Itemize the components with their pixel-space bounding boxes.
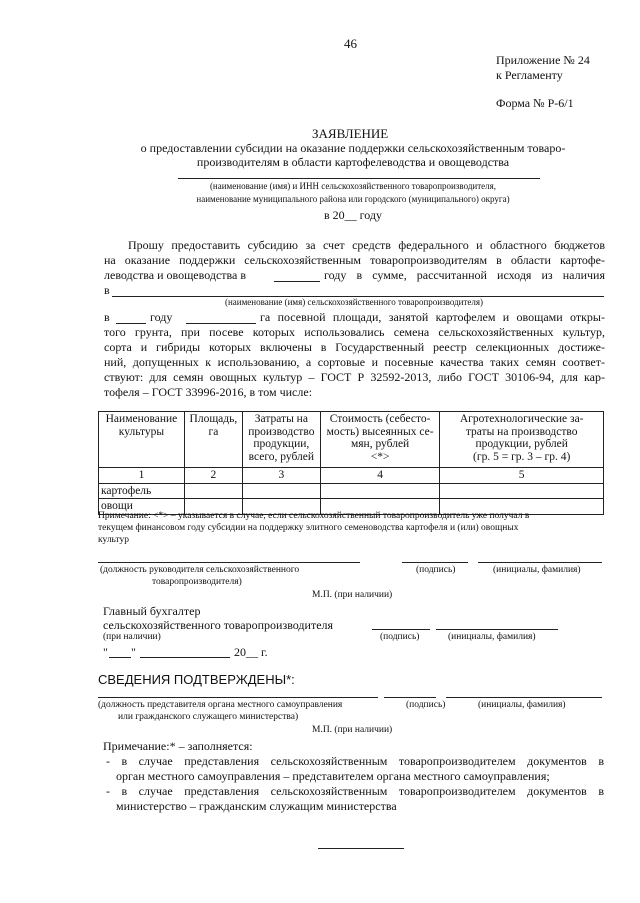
title-hint-1: (наименование (имя) и ИНН сельскохозяйственного товаропроизводителя, — [209, 181, 497, 191]
table-cell[interactable] — [242, 483, 320, 499]
area-blank-line — [186, 323, 256, 324]
date-year: 20__ г. — [234, 645, 268, 659]
paragraph-2-line-1b: году — [150, 310, 173, 324]
paragraph-1-line-4: в — [104, 283, 110, 297]
confirmation-title: СВЕДЕНИЯ ПОДТВЕРЖДЕНЫ*: — [98, 672, 295, 687]
chief-accountant-org: сельскохозяйственного товаропроизводителя — [103, 618, 334, 632]
accountant-initials-hint: (инициалы, фамилия) — [448, 632, 536, 642]
stamp-hint-2: М.П. (при наличии) — [312, 725, 393, 735]
footnote-item-1-line-1: - в случае представления сельскохозяйственным товаропроизводителем документов в — [106, 754, 604, 768]
column-number: 3 — [242, 468, 320, 484]
crops-table — [98, 411, 604, 515]
year-blank-line — [274, 281, 320, 282]
title-line-2: производителям в области картофелеводства и овощеводства — [196, 155, 510, 169]
stamp-hint-1: М.П. (при наличии) — [312, 590, 393, 600]
table-note-line-1: Примечание: <*> – указывается в случае, если сельскохозяйственный товаропроизводитель уже получал в — [98, 511, 530, 521]
row-label-vegetables: овощи — [99, 499, 185, 515]
paragraph-2-line-4: ний, допущенных к использованию, а сортовые и посевные качества таких семян соответ- — [104, 355, 605, 369]
producer-hint: (наименование (имя) сельскохозяйственного товаропроизводителя) — [224, 297, 484, 307]
title-line-1: о предоставлении субсидии на оказание поддержки сельскохозяйственным товаро- — [140, 141, 566, 155]
table-row — [99, 483, 604, 499]
head-position-hint: (должность руководителя сельскохозяйственного — [100, 565, 300, 575]
header-area: Площадь, га — [184, 412, 242, 468]
form-number: Форма № Р-6/1 — [496, 96, 574, 110]
column-number: 1 — [99, 468, 185, 484]
paragraph-1-line-2: на оказание поддержки сельскохозяйственным товаропроизводителям в области картофе- — [104, 253, 605, 267]
paragraph-2-line-1a: в — [104, 310, 110, 324]
rep-sign-line — [384, 697, 436, 698]
date-quote-open: " — [103, 645, 108, 659]
header-seed-cost: Стоимость (себесто- мость) высеянных се- мян, рублей <*> — [320, 412, 440, 468]
table-cell[interactable] — [184, 483, 242, 499]
column-number: 4 — [320, 468, 440, 484]
paragraph-2-line-6: тофеля – ГОСТ 33996-2016, в том числе: — [104, 385, 313, 399]
accountant-sign-hint: (подпись) — [380, 632, 420, 642]
rep-position-hint: (должность представителя органа местного самоуправления — [98, 700, 343, 710]
date-day-line — [109, 657, 131, 658]
table-note-line-2: текущем финансовом году субсидии на поддержку элитного семеноводства картофеля и (или) овощных — [98, 523, 519, 533]
title-hint-2: наименование муниципального района или городского (муниципального) округа) — [196, 194, 510, 204]
table-note-line-3: культур — [98, 535, 130, 545]
rep-position-hint-2: или гражданского служащего министерства) — [118, 712, 299, 722]
date-quote-close: " — [131, 645, 136, 659]
head-initials-hint: (инициалы, фамилия) — [493, 565, 581, 575]
accountant-initials-line — [436, 629, 558, 630]
footnote-title: Примечание:* – заполняется: — [103, 739, 253, 753]
footnote-item-2-line-2: министерство – гражданским служащим министерства — [116, 799, 397, 813]
head-sign-hint: (подпись) — [416, 565, 456, 575]
document-title: ЗАЯВЛЕНИЕ — [312, 126, 389, 141]
header-production-costs: Затраты на производство продукции, всего, рублей — [242, 412, 320, 468]
table-header-row — [99, 412, 604, 468]
column-number: 5 — [440, 468, 604, 484]
table-number-row — [99, 468, 604, 484]
header-crop-name: Наименование культуры — [99, 412, 185, 468]
footnote-item-1-line-2: орган местного самоуправления – представителем органа местного самоуправления; — [116, 769, 550, 783]
chief-accountant-title: Главный бухгалтер — [103, 604, 201, 618]
row-label-potato: картофель — [99, 483, 185, 499]
rep-initials-hint: (инициалы, фамилия) — [478, 700, 566, 710]
date-month-line — [140, 657, 230, 658]
accountant-if-any: (при наличии) — [103, 632, 161, 642]
paragraph-2-line-2: того грунта, при посеве которых использовались семена сельскохозяйственных культур, — [104, 325, 605, 339]
footnote-item-2-line-1: - в случае представления сельскохозяйственным товаропроизводителем документов в — [106, 784, 604, 798]
paragraph-1-line-3a: леводства и овощеводства в — [104, 268, 247, 282]
table-cell[interactable] — [320, 483, 440, 499]
end-rule — [318, 848, 404, 849]
year-blank-line-2 — [116, 323, 146, 324]
rep-initials-line — [446, 697, 602, 698]
rep-position-line — [98, 697, 378, 698]
regulation-label: к Регламенту — [496, 68, 563, 82]
rep-sign-hint: (подпись) — [406, 700, 446, 710]
head-initials-line — [478, 562, 602, 563]
producer-name-line — [178, 178, 540, 179]
title-year: в 20__ году — [323, 208, 383, 222]
head-position-line — [98, 562, 360, 563]
head-sign-line — [402, 562, 468, 563]
head-position-hint-2: товаропроизводителя) — [152, 577, 242, 587]
header-agro-costs: Агротехнологические за- траты на производство продукции, рублей (гр. 5 = гр. 3 – гр. 4) — [440, 412, 604, 468]
paragraph-2-line-3: сорта и гибриды которых включены в Государственный реестр селекционных достиже- — [104, 340, 605, 354]
appendix-label: Приложение № 24 — [496, 53, 590, 67]
paragraph-2-line-5: ствуют: для семян овощных культур – ГОСТ Р 32592-2013, либо ГОСТ 30106-94, для кар- — [104, 370, 605, 384]
paragraph-1-line-1: Прошу предоставить субсидию за счет средств федерального и областного бюджетов — [128, 238, 605, 252]
accountant-sign-line — [372, 629, 430, 630]
table-cell[interactable] — [440, 483, 604, 499]
paragraph-2-line-1c: га посевной площади, занятой картофелем и овощами откры- — [260, 310, 605, 324]
page-number: 46 — [344, 36, 357, 51]
paragraph-1-line-3b: году в сумме, рассчитанной исходя из наличия — [324, 268, 605, 282]
column-number: 2 — [184, 468, 242, 484]
